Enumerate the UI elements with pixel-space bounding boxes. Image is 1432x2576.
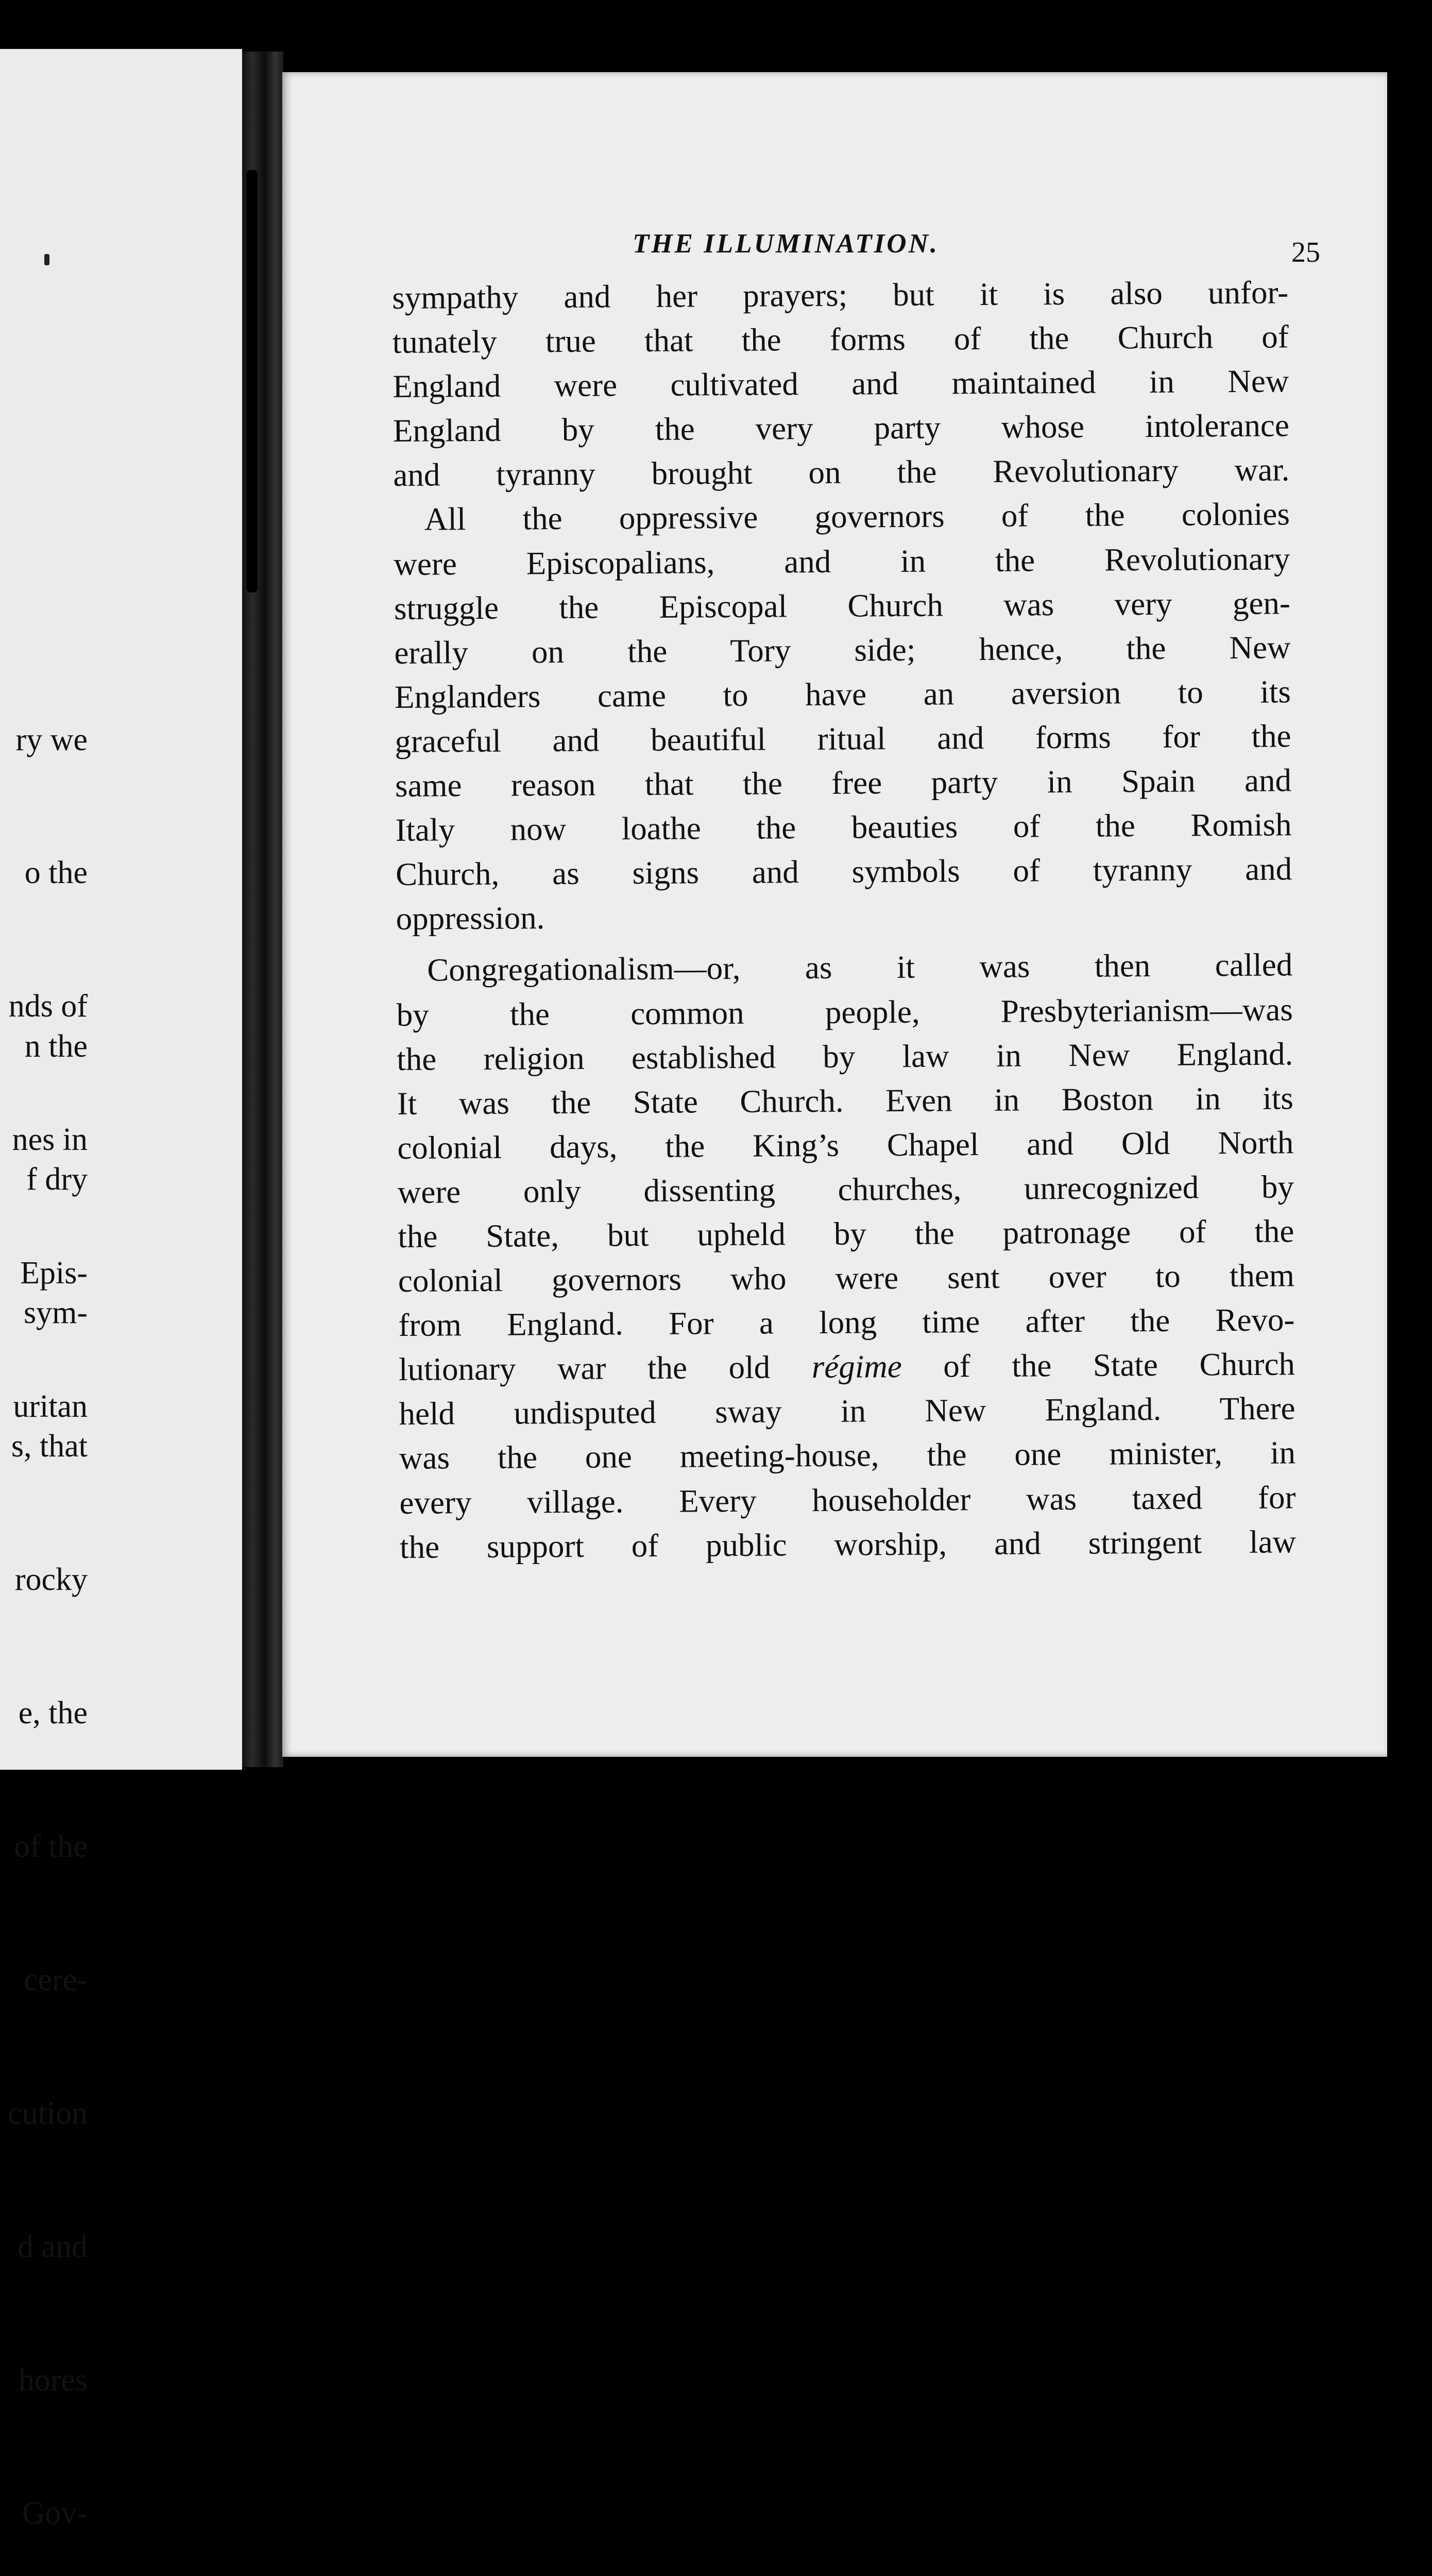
previous-page-line: Gov-	[22, 2496, 88, 2531]
text-line: lutionary war the old régime of the State Church	[398, 1346, 1295, 1388]
text-line: erally on the Tory side; hence, the New	[394, 629, 1291, 671]
previous-page-line: ry we	[15, 722, 88, 757]
text-line: All the oppressive governors of the colonies	[424, 496, 1290, 538]
previous-page-line: of the	[14, 1828, 88, 1864]
previous-page-line: e, the	[18, 1696, 88, 1731]
text-line: colonial days, the King’s Chapel and Old North	[397, 1124, 1294, 1166]
text-line: Italy now loathe the beauties of the Romish	[395, 806, 1292, 849]
text-line: every village. Every householder was taxed for	[399, 1479, 1296, 1521]
text-line: held undisputed sway in New England. There	[399, 1390, 1295, 1432]
previous-page-line: o the	[24, 855, 88, 891]
text-line: England were cultivated and maintained in New	[393, 363, 1289, 405]
previous-page-fragment	[0, 49, 242, 2531]
text-line: were Episcopalians, and in the Revolutionary	[394, 540, 1290, 582]
running-title: THE ILLUMINATION.	[633, 229, 940, 259]
previous-page-line: uritan	[13, 1389, 88, 1425]
text-line: Church, as signs and symbols of tyranny and	[395, 851, 1292, 893]
text-line: struggle the Episcopal Church was very gen-	[394, 585, 1291, 626]
book-gutter	[242, 52, 283, 1767]
previous-page-line: cution	[8, 2095, 88, 2131]
previous-page-line: nes in	[12, 1122, 88, 1158]
text-line: from England. For a long time after the Revo-	[398, 1301, 1295, 1344]
page-number: 25	[1291, 236, 1320, 268]
margin-mark	[44, 254, 49, 265]
text-line: England by the very party whose intolerance	[393, 407, 1290, 449]
text-line: was the one meeting-house, the one minister, in	[399, 1434, 1296, 1477]
previous-page-line: rocky	[14, 1562, 88, 1598]
text-line: It was the State Church. Even in Boston in its	[397, 1080, 1293, 1122]
text-line: oppression.	[396, 900, 545, 937]
text-line: and tyranny brought on the Revolutionary war.	[393, 451, 1290, 494]
current-page	[282, 72, 1387, 1757]
previous-page-line: d and	[17, 2229, 88, 2264]
text-line: the State, but upheld by the patronage of the	[398, 1213, 1294, 1255]
previous-page-line: nds of	[8, 989, 88, 1024]
italic-word: régime	[811, 1348, 902, 1385]
text-line: graceful and beautiful ritual and forms for the	[395, 718, 1291, 759]
text-line: were only dissenting churches, unrecognized by	[397, 1168, 1294, 1210]
body-text	[392, 270, 1296, 1569]
text-line: the religion established by law in New England.	[397, 1035, 1293, 1077]
previous-page-line: Epis-	[20, 1256, 88, 1291]
text-line: by the common people, Presbyterianism—was	[396, 991, 1293, 1033]
text-line: sympathy and her prayers; but it is also unfor-	[392, 274, 1289, 316]
previous-page-line: hores	[18, 2362, 88, 2398]
running-head	[633, 227, 1320, 268]
previous-page-line: f dry	[26, 1162, 88, 1197]
previous-page-text-group-2	[0, 935, 88, 2576]
text-line: colonial governors who were sent over to them	[398, 1257, 1295, 1299]
text-line: same reason that the free party in Spain and	[395, 762, 1292, 804]
text-line: Englanders came to have an aversion to its	[394, 673, 1291, 715]
binding-shadow	[246, 170, 258, 592]
previous-page-line: n the	[24, 1028, 88, 1064]
previous-page-line: s, that	[11, 1429, 88, 1464]
text-line: the support of public worship, and stringent law	[399, 1523, 1297, 1565]
text-line: Congregationalism—or, as it was then called	[427, 946, 1293, 989]
text-line: tunately true that the forms of the Church of	[392, 318, 1289, 361]
previous-page-line: cere-	[24, 1962, 88, 1997]
previous-page-line: sym-	[24, 1295, 88, 1331]
